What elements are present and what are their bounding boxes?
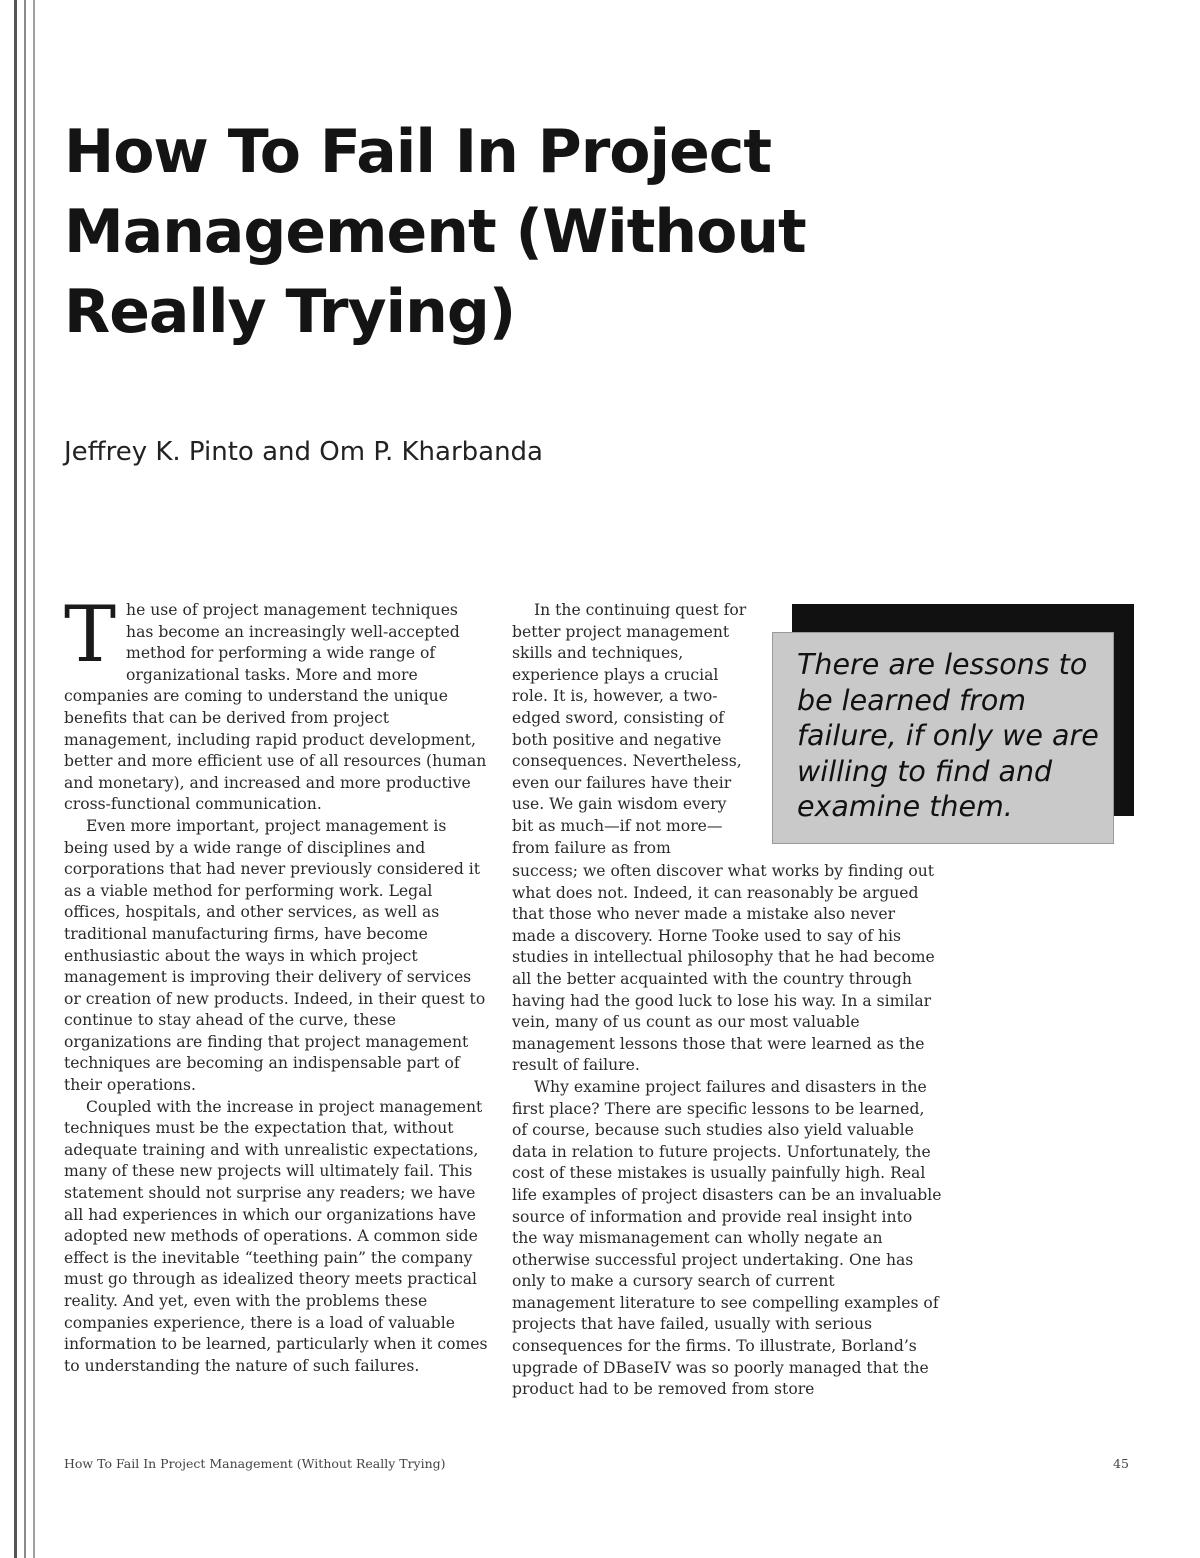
- body-column-right-bottom: [512, 861, 942, 1401]
- body-paragraph: Coupled with the increase in project management techniques must be the expectation that, without adequate training and with unrealistic expectations, many of these new projects will ultimately fail. This statement should not surprise any readers; we have all had experiences in which our organizations have adopted new methods of operations. A common side effect is the inevitable “teething pain” the company must go through as idealized theory meets practical reality. And yet, even with the problems these companies experience, there is a load of valuable information to be learned, particularly when it comes to understanding the nature of such failures.: [64, 1097, 488, 1375]
- body-paragraph: In the continuing quest for better project management skills and techniques, experience plays a crucial role. It is, however, a two-edged sword, consisting of both positive and negative consequences. Nevertheless, even our failures have their use. We gain wisdom every bit as much—if not more—from failure as from: [512, 601, 747, 857]
- article-title: How To Fail In Project Management (Without Really Trying): [64, 117, 806, 347]
- pullquote-box: [772, 632, 1114, 844]
- page-number: 45: [1113, 1456, 1129, 1471]
- body-column-right-top: [512, 600, 752, 859]
- binding-line: [33, 0, 35, 1558]
- body-paragraph: [64, 590, 488, 816]
- binding-line: [24, 0, 26, 1558]
- body-paragraph: Why examine project failures and disasters in the first place? There are specific lessons to be learned, of course, because such studies also yield valuable data in relation to future projects. Unfortunately, the cost of these mistakes is usually painfully high. Real life examples of project disasters can be an invaluable source of information and provide real insight into the way mismanagement can wholly negate an otherwise successful project undertaking. One has only to make a cursory search of current management literature to see compelling examples of projects that have failed, usually with serious consequences for the firms. To illustrate, Borland’s upgrade of DBaseIV was so poorly managed that the product had to be removed from store: [512, 1077, 942, 1399]
- pullquote-text: There are lessons to be learned from failure, if only we are willing to find and examine them.: [797, 648, 1099, 823]
- binding-line: [14, 0, 17, 1558]
- body-paragraph: success; we often discover what works by finding out what does not. Indeed, it can reasonably be argued that those who never made a mistake also never made a discovery. Horne Tooke used to say of his studies in intellectual philosophy that he had become all the better acquainted with the country through having had the good luck to lose his way. In a similar vein, many of us count as our most valuable management lessons those that were learned as the result of failure.: [512, 862, 935, 1075]
- footer-running-title: How To Fail In Project Management (Without Really Trying): [64, 1456, 446, 1471]
- drop-cap: T: [64, 590, 117, 680]
- body-paragraph: Even more important, project management is being used by a wide range of disciplines and corporations that had never previously considered it as a viable method for performing work. Legal offices, hospitals, and other services, as well as traditional manufacturing firms, have become enthusiastic about the ways in which project management is improving their delivery of services or creation of new products. Indeed, in their quest to continue to stay ahead of the curve, these organizations are finding that project management techniques are becoming an indispensable part of their operations.: [64, 816, 486, 1095]
- article-authors: Jeffrey K. Pinto and Om P. Kharbanda: [64, 437, 543, 467]
- paragraph-text: he use of project management techniques has become an increasingly well-accepted method for performing a wide range of organizational tasks. More and more companies are coming to understand the unique benefits that can be derived from project management, including rapid product development, better and more efficient use of all resources (human and monetary), and increased and more productive cross-functional communication.: [64, 601, 487, 814]
- body-column-left: [64, 590, 488, 1377]
